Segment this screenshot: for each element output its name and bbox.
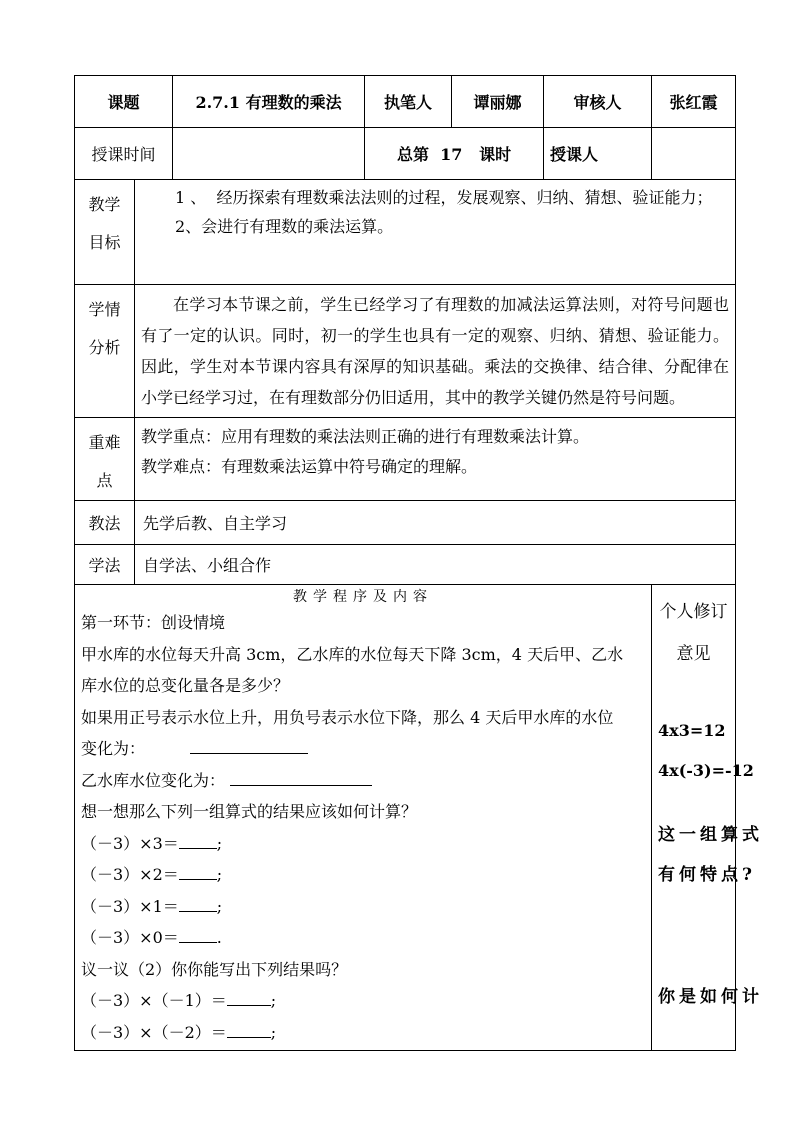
notes-eq-2: 4x(-3)=-12 [658,761,754,780]
procedure-line-4: 如果用正号表示水位上升，用负号表示水位下降，那么 4 天后甲水库的水位 [81,707,614,727]
teaching-method-row [75,501,736,545]
author-value: 谭丽娜 [452,76,544,128]
objective-line-1: 1 、 经历探索有理数乘法法则的过程，发展观察、归纳、猜想、验证能力； [175,188,713,207]
key-point-difficulty: 教学难点：有理数乘法运算中符号确定的理解。 [141,457,478,476]
expr-blank-4 [179,941,217,943]
expr-blank-2 [179,878,217,880]
notes-title-1: 个人修订 [659,602,728,622]
procedure-line-3: 库水位的总变化量各是多少？ [81,676,290,695]
teaching-method-value: 先学后教、自主学习 [135,501,736,545]
notes-title-2: 意见 [676,644,711,664]
notes-question-1: 这一组算式 [658,825,764,845]
expr-neg3-times-neg1: （－3）×（－1）＝ [81,991,227,1010]
analysis-label-1: 学情 [88,300,121,319]
procedure-line-10 [81,891,645,923]
teaching-method-label: 教法 [75,501,135,545]
procedure-title: 教学程序及内容 [293,589,433,605]
procedure-line-14 [81,1017,645,1049]
key-points-label-1: 重难 [88,433,121,452]
reviewer-value: 张红霞 [652,76,736,128]
teacher-label: 授课人 [544,128,652,180]
reservoir-b-change-label: 乙水库水位变化为： [81,770,226,790]
analysis-text: 在学习本节课之前，学生已经学习了有理数的加减法运算法则，对符号问题也有了一定的认识。同时，初一的学生也具有一定的观察、归纳、猜想、验证能力。因此，学生对本节课内容具有深厚的知识基础。乘法的交换律、结合律、分配律在小学已经学习过，在有理数部分仍旧适用，其中的教学关键仍然是符号问题。 [135,285,736,418]
learning-method-row [75,545,736,585]
lesson-plan-table [74,75,764,1051]
author-label: 执笔人 [365,76,452,128]
analysis-row [75,285,736,418]
procedure-line-2: 甲水库的水位每天升高 3cm，乙水库的水位每天下降 3cm，4 天后甲、乙水 [81,644,624,664]
key-points-label [75,418,135,501]
expr-end-5: ; [270,991,277,1010]
key-points-label-2: 点 [96,471,113,490]
teacher-value [652,128,736,180]
notes-eq-1: 4x3=12 [658,721,726,740]
expr-neg3-times-2: （－3）×2＝ [81,865,179,884]
expr-end-1: ; [216,833,223,853]
objectives-label [75,180,135,285]
procedure-line-9 [81,859,645,891]
notes-question-2: 有何特点? [658,865,756,885]
learning-method-label: 学法 [75,545,135,585]
reservoir-b-change-blank [230,784,372,786]
notes-question-3: 你是如何计 [658,987,764,1007]
expr-end-2: ; [216,865,223,884]
analysis-label-2: 分析 [88,338,121,357]
expr-end-6: ; [270,1022,277,1042]
revision-notes [652,585,764,1051]
key-point-focus: 教学重点：应用有理数的乘法法则正确的进行有理数乘法计算。 [141,427,590,446]
lesson-count: 总第 17 课时 [365,128,544,180]
objectives-content [135,180,736,285]
expr-neg3-times-0: （－3）×0＝ [81,928,179,947]
procedure-line-6 [81,765,645,797]
reservoir-a-change-blank [190,752,308,754]
expr-end-4: . [216,928,222,947]
topic-label: 课题 [75,76,173,128]
topic-value: 2.7.1 有理数的乘法 [173,76,365,128]
procedure-content [75,585,652,1051]
objectives-label-2: 目标 [88,233,121,252]
expr-blank-1 [179,847,217,849]
reviewer-label: 审核人 [544,76,652,128]
procedure-line-7: 想一想那么下列一组算式的结果应该如何计算？ [81,802,418,821]
expr-blank-3 [179,910,217,912]
learning-method-value: 自学法、小组合作 [135,545,736,585]
expr-neg3-times-1: （－3）×1＝ [81,896,179,916]
time-value [173,128,365,180]
expr-end-3: ; [216,896,223,916]
key-points-content [135,418,736,501]
expr-blank-6 [227,1036,271,1038]
procedure-line-11 [81,922,645,954]
reservoir-a-change-label: 变化为： [81,739,146,758]
objective-line-2: 2、会进行有理数的乘法运算。 [175,217,394,236]
procedure-line-12: 议一议（2）你你能写出下列结果吗？ [81,959,348,979]
procedure-line-5 [81,733,645,765]
expr-neg3-times-neg2: （－3）×（－2）＝ [81,1022,227,1042]
expr-blank-5 [227,1004,271,1006]
procedure-line-13 [81,985,645,1017]
procedure-row [75,585,736,1051]
objectives-row [75,180,736,285]
objectives-label-1: 教学 [88,195,121,214]
header-row-1 [75,76,736,128]
procedure-line-8 [81,828,645,860]
analysis-label [75,285,135,418]
key-points-row [75,418,736,501]
time-label: 授课时间 [75,128,173,180]
expr-neg3-times-3: （－3）×3＝ [81,833,179,853]
procedure-line-1: 第一环节：创设情境 [81,613,226,632]
header-row-2 [75,128,736,180]
